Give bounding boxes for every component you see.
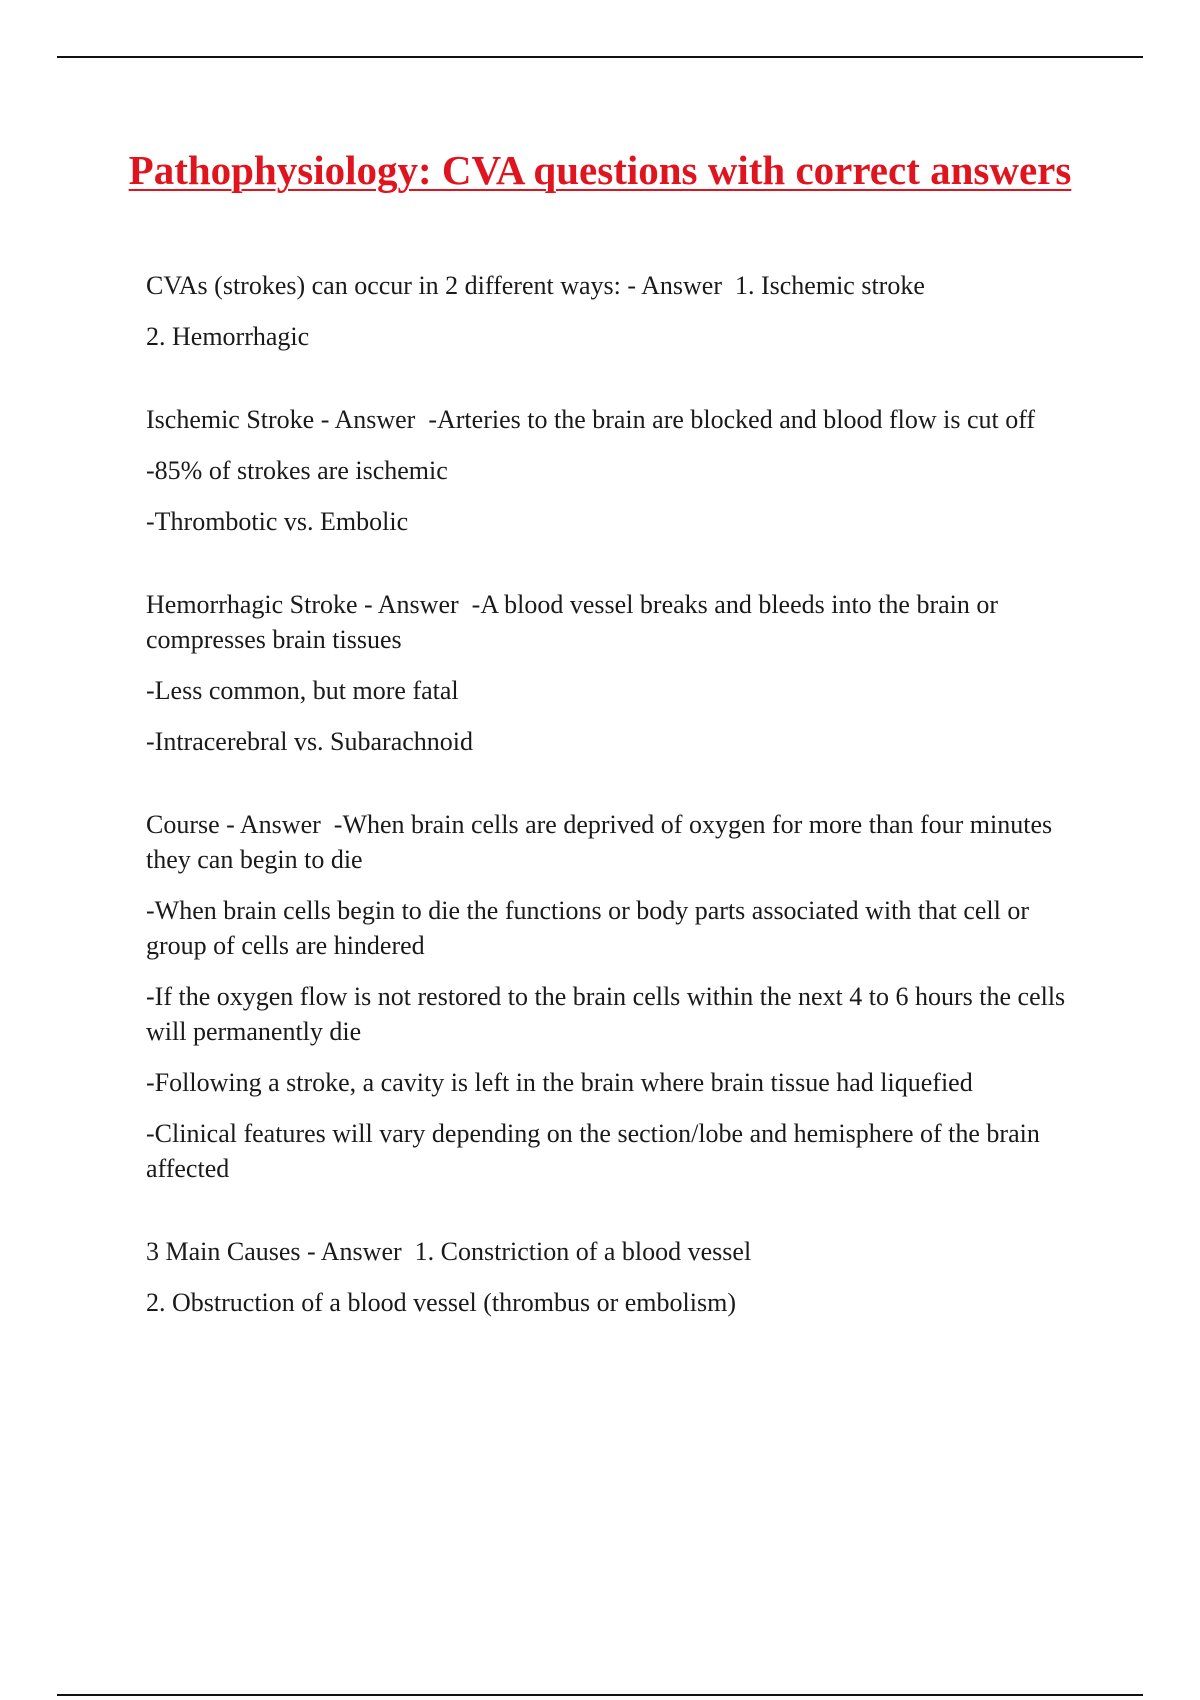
qa-answer-line: 1. Constriction of a blood vessel — [414, 1237, 752, 1266]
qa-answer-line: 2. Obstruction of a blood vessel (thrombus or embolism) — [146, 1288, 736, 1317]
qa-answer-line: -Arteries to the brain are blocked and blood flow is cut off — [428, 405, 1036, 434]
qa-answer-label: Answer — [377, 590, 459, 619]
qa-entry-hemorrhagic-stroke — [146, 587, 1086, 759]
page-top-rule — [57, 56, 1143, 58]
qa-answer-line: -Thrombotic vs. Embolic — [146, 507, 409, 536]
qa-first-line: Hemorrhagic Stroke - Answer -A blood vessel breaks and bleeds into the brain or compresses brain tissues — [146, 590, 999, 654]
qa-answer-line: 1. Ischemic stroke — [734, 271, 925, 300]
qa-answer-label: Answer — [239, 810, 321, 839]
qa-entry-ischemic-stroke — [146, 402, 1086, 539]
qa-answer-line: -Less common, but more fatal — [146, 676, 459, 705]
qa-answer-label: Answer — [334, 405, 416, 434]
qa-entry-stroke-types — [146, 268, 1086, 354]
qa-entry-course — [146, 807, 1086, 1186]
qa-entry-main-causes — [146, 1234, 1086, 1320]
qa-first-line: 3 Main Causes - Answer 1. Constriction of a blood vessel — [146, 1237, 752, 1266]
qa-answer-line: -If the oxygen flow is not restored to the brain cells within the next 4 to 6 hours the cells will permanently die — [146, 982, 1066, 1046]
qa-answer-line: -When brain cells are deprived of oxygen for more than four minutes they can begin to die — [146, 810, 1053, 874]
qa-answer-line: 2. Hemorrhagic — [146, 322, 310, 351]
qa-answer-line: -A blood vessel breaks and bleeds into the brain or compresses brain tissues — [146, 590, 999, 654]
qa-answer-line: -85% of strokes are ischemic — [146, 456, 448, 485]
qa-first-line: CVAs (strokes) can occur in 2 different ways: - Answer 1. Ischemic stroke — [146, 271, 925, 300]
qa-answer-label: Answer — [320, 1237, 402, 1266]
qa-answer-line: -Following a stroke, a cavity is left in the brain where brain tissue had liquefied — [146, 1068, 973, 1097]
qa-question: Course — [146, 810, 220, 839]
qa-question: CVAs (strokes) can occur in 2 different ways: — [146, 271, 621, 300]
document-body — [146, 268, 1086, 1368]
qa-first-line: Course - Answer -When brain cells are deprived of oxygen for more than four minutes they can begin to die — [146, 810, 1053, 874]
qa-question: 3 Main Causes — [146, 1237, 301, 1266]
document-title: Pathophysiology: CVA questions with correct answers — [128, 147, 1072, 193]
qa-first-line: Ischemic Stroke - Answer -Arteries to the brain are blocked and blood flow is cut off — [146, 405, 1036, 434]
qa-answer-line: -Clinical features will vary depending on the section/lobe and hemisphere of the brain affected — [146, 1119, 1040, 1183]
qa-answer-line: -When brain cells begin to die the functions or body parts associated with that cell or group of cells are hindered — [146, 896, 1030, 960]
qa-question: Ischemic Stroke — [146, 405, 315, 434]
qa-answer-line: -Intracerebral vs. Subarachnoid — [146, 727, 474, 756]
page-bottom-rule — [57, 1694, 1143, 1696]
qa-answer-label: Answer — [641, 271, 722, 300]
qa-question: Hemorrhagic Stroke — [146, 590, 358, 619]
